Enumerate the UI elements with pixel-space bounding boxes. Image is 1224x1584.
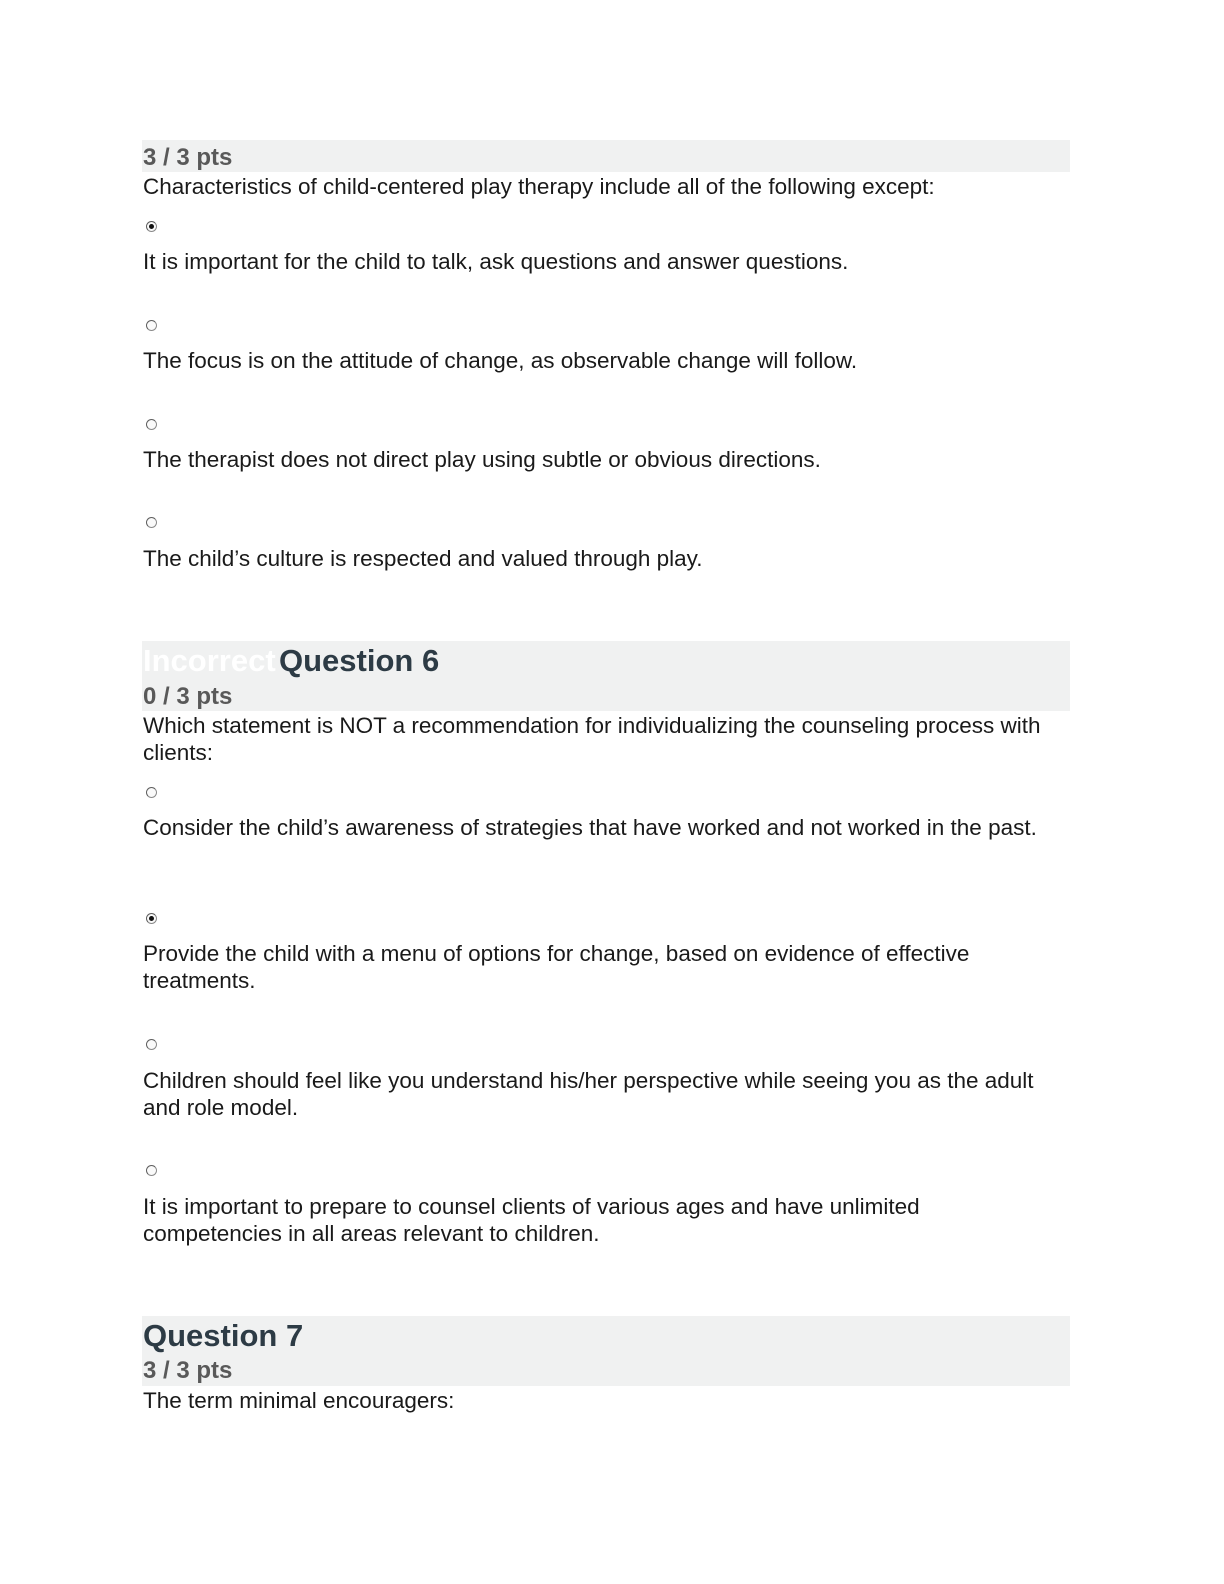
question-6-text: Which statement is NOT a recommendation for individualizing the counseling process with clients: xyxy=(143,713,1041,765)
question-5-answer-2-label[interactable]: The focus is on the attitude of change, as observable change will follow. xyxy=(143,348,858,373)
question-7-title: Question 7 xyxy=(143,1318,304,1353)
question-6-answer-2-label[interactable]: Provide the child with a menu of options for change, based on evidence of effective treatments. xyxy=(143,941,970,993)
question-6-answer-1-radio[interactable] xyxy=(146,787,157,798)
question-7-points: 3 / 3 pts xyxy=(143,1357,233,1384)
question-5-answer-4-radio[interactable] xyxy=(146,517,157,528)
question-5-points: 3 / 3 pts xyxy=(143,144,233,171)
question-6-answer-4-radio[interactable] xyxy=(146,1165,157,1176)
question-5-answer-3-label[interactable]: The therapist does not direct play using subtle or obvious directions. xyxy=(143,447,821,472)
question-5-answer-4-label[interactable]: The child’s culture is respected and valued through play. xyxy=(143,546,703,571)
question-5-text: Characteristics of child-centered play therapy include all of the following except: xyxy=(143,174,935,199)
question-6-answer-1-label[interactable]: Consider the child’s awareness of strategies that have worked and not worked in the past. xyxy=(143,815,1037,840)
question-6-answer-3-label[interactable]: Children should feel like you understand his/her perspective while seeing you as the adult and role model. xyxy=(143,1068,1034,1120)
question-5-answer-3-radio[interactable] xyxy=(146,419,157,430)
question-5-answer-2-radio[interactable] xyxy=(146,320,157,331)
question-5-answer-1-label[interactable]: It is important for the child to talk, ask questions and answer questions. xyxy=(143,249,849,274)
question-5-header xyxy=(142,140,1070,172)
question-6-answer-2-radio[interactable] xyxy=(146,913,157,924)
question-6-title: Question 6 xyxy=(279,643,440,678)
question-5-answer-1-radio[interactable] xyxy=(146,221,157,232)
question-7-text: The term minimal encouragers: xyxy=(143,1388,455,1413)
question-6-answer-3-radio[interactable] xyxy=(146,1039,157,1050)
incorrect-label: Incorrect xyxy=(143,643,276,678)
question-6-answer-4-label[interactable]: It is important to prepare to counsel clients of various ages and have unlimited competencies in all areas relevant to children. xyxy=(143,1194,920,1246)
question-6-points: 0 / 3 pts xyxy=(143,683,233,710)
